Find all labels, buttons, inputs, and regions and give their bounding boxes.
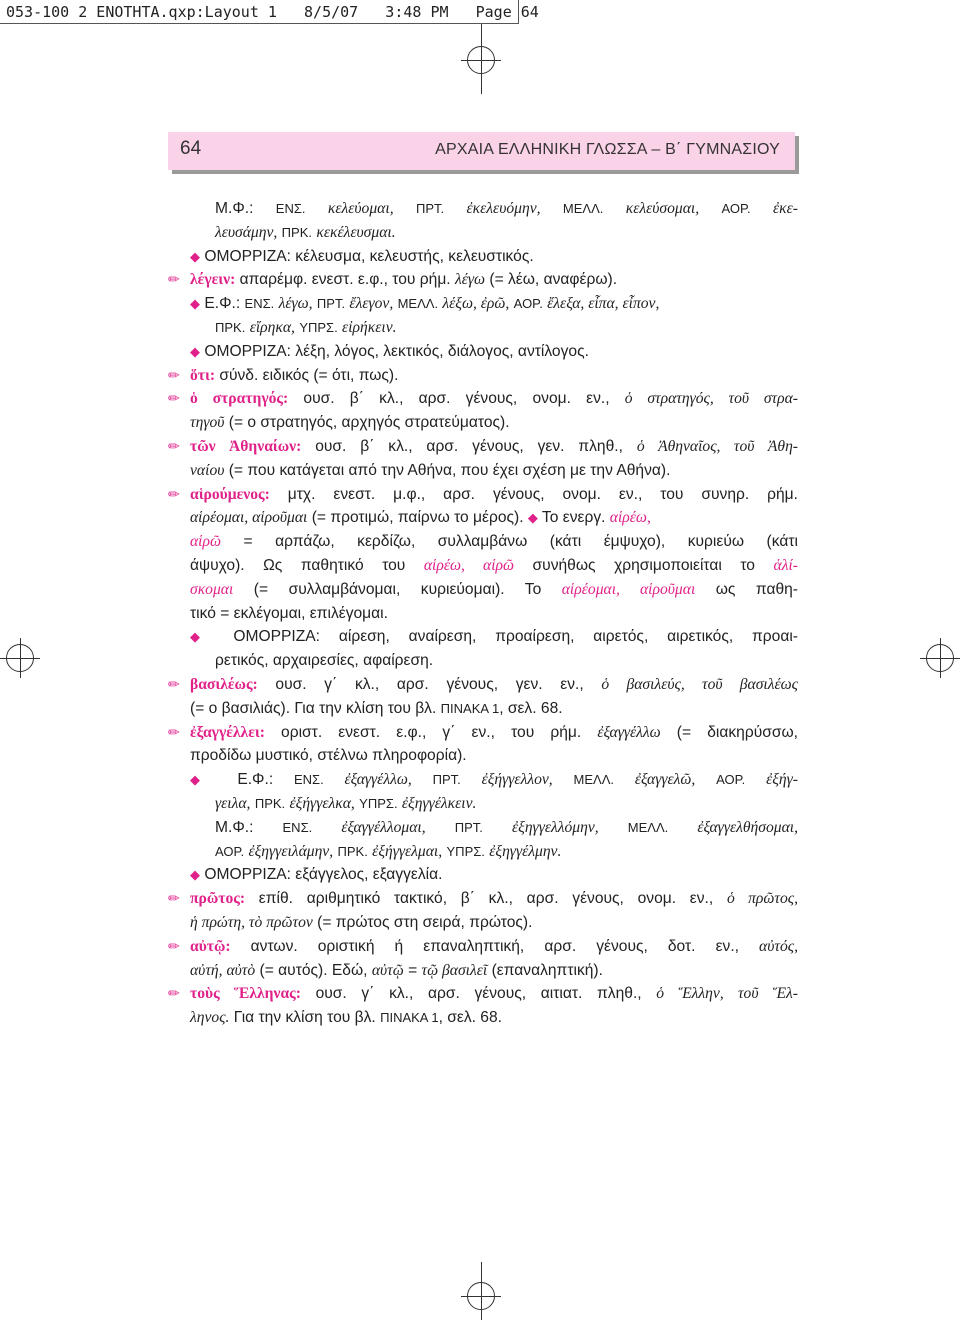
- text-run: [614, 771, 635, 788]
- pencil-icon: ✏: [168, 675, 180, 692]
- text-run: [553, 771, 574, 788]
- diamond-bullet-icon: ◆: [190, 343, 200, 359]
- text-run: ρετικός, αρχαιρεσίες, αφαίρεση.: [215, 652, 434, 670]
- text-run: ως παθη-: [695, 580, 799, 598]
- text-run: [461, 771, 482, 788]
- text-line: [168, 221, 798, 245]
- text-run: (= προτιμώ, παίρνω το μέρος).: [307, 509, 528, 527]
- text-run: ουσ. β΄ κλ., αρσ. γένους, γεν. πληθ.,: [301, 437, 637, 455]
- text-line: [168, 578, 798, 602]
- ancient-greek-form: τηγοῦ: [190, 414, 225, 432]
- ancient-greek-form: ὁ Ἀθηναῖος, τοῦ Ἀθη-: [636, 437, 798, 455]
- entry-line: [168, 673, 798, 697]
- pencil-icon: ✏: [168, 366, 180, 383]
- grammar-abbreviation: ΠΡΚ.: [254, 795, 286, 811]
- voice-label: Μ.Φ.:: [215, 818, 254, 836]
- ancient-greek-form: ἐξήγγελμαι,: [372, 842, 443, 860]
- grammar-abbreviation: ΜΕΛΛ.: [397, 296, 439, 312]
- text-line: [168, 1006, 798, 1030]
- grammar-abbreviation: ΜΕΛΛ.: [562, 201, 604, 216]
- grammar-abbreviation: ΥΠΡΣ.: [299, 319, 338, 335]
- text-run: [253, 819, 282, 836]
- grammar-abbreviation: ΕΝΣ.: [275, 201, 306, 216]
- lemma-term: τοὺς Ἕλληνας:: [190, 985, 301, 1003]
- header-title: ΑΡΧΑΙΑ ΕΛΛΗΝΙΚΗ ΓΛΩΣΣΑ – Β΄ ΓΥΜΝΑΣΙΟΥ: [435, 141, 780, 158]
- diamond-bullet-icon: ◆: [190, 867, 200, 883]
- ancient-greek-form: ἔλεξα, εἶπα, εἶπον,: [547, 295, 660, 313]
- text-run: μτχ. ενεστ. μ.φ., αρσ. γένους, ονομ. εν., του συνηρ. ρήμ.: [269, 485, 798, 503]
- ancient-greek-form: ἁλί-: [773, 556, 798, 574]
- text-run: αντων. οριστική ή επαναληπτική, αρσ. γένους, δοτ. εν.,: [230, 937, 760, 955]
- grammar-abbreviation: ΕΝΣ.: [282, 819, 313, 835]
- diamond-bullet-icon: ◆: [190, 629, 215, 645]
- entry-line: [168, 721, 798, 745]
- ancient-greek-form: αὐτῷ: [371, 961, 404, 979]
- text-run: ουσ. γ΄ κλ., αρσ. γένους, αιτιατ. πληθ.,: [300, 985, 657, 1003]
- grammar-abbreviation: ΠΡΤ.: [454, 819, 483, 835]
- ancient-greek-form: αἱρέομαι, αἱροῦμαι: [561, 580, 696, 598]
- text-run: (= αυτός). Εδώ,: [255, 961, 372, 979]
- grammar-abbreviation: ΠΙΝΑΚΑ 1: [380, 1010, 439, 1026]
- ancient-greek-form: ἐξηγγέλμην.: [489, 842, 562, 860]
- grammar-abbreviation: ΑΟΡ.: [716, 772, 746, 788]
- grammar-abbreviation: ΠΡΤ.: [415, 201, 445, 216]
- grammar-abbreviation: ΕΝΣ.: [293, 772, 324, 788]
- text-run: [483, 819, 512, 836]
- text-run: ουσ. γ΄ κλ., αρσ. γένους, γεν. εν.,: [257, 675, 602, 693]
- grammar-abbreviation: ΠΡΚ.: [337, 843, 368, 859]
- text-run: = αρπάζω, κερδίζω, συλλαμβάνω (κάτι έμψυχο), κυριεύω (κάτι: [221, 533, 798, 551]
- ancient-greek-form: ἐξαγγέλλω,: [344, 771, 412, 789]
- text-line: [168, 316, 798, 340]
- text-run: (= λέω, αναφέρω).: [485, 271, 618, 289]
- lemma-term: αἱρούμενος:: [190, 485, 270, 503]
- text-run: , σελ. 68.: [499, 699, 563, 717]
- pencil-icon: ✏: [168, 723, 180, 740]
- pencil-icon: ✏: [168, 485, 180, 502]
- text-line: [168, 602, 798, 626]
- text-run: [394, 200, 416, 217]
- text-line: [168, 506, 798, 530]
- text-run: ΟΜΟΡΡΙΖΑ: λέξη, λόγος, λεκτικός, διάλογος, αντίλογος.: [200, 342, 589, 360]
- text-run: (= ο βασιλιάς). Για την κλίση του βλ.: [190, 699, 441, 717]
- text-run: (= ο στρατηγός, αρχηγός στρατεύματος).: [224, 414, 510, 432]
- text-run: [541, 200, 563, 217]
- page-number: 64: [180, 138, 202, 159]
- ancient-greek-form: ἐξήγγελλον,: [481, 771, 553, 789]
- lemma-term: αὐτῷ:: [190, 937, 231, 955]
- text-line: [168, 340, 798, 364]
- text-run: , σελ. 68.: [438, 1009, 502, 1027]
- grammar-abbreviation: ΠΡΚ.: [215, 319, 246, 335]
- text-run: [668, 819, 697, 836]
- pencil-icon: ✏: [168, 890, 180, 907]
- text-line: [168, 744, 798, 768]
- text-run: [412, 771, 433, 788]
- text-run: [444, 200, 466, 217]
- pencil-icon: ✏: [168, 271, 180, 288]
- lemma-term: ὁ στρατηγός:: [190, 390, 289, 408]
- grammar-abbreviation: ΜΕΛΛ.: [627, 819, 669, 835]
- text-line: [168, 768, 798, 792]
- entry-line: [168, 268, 798, 292]
- text-run: (= που κατάγεται από την Αθήνα, που έχει σχέση με την Αθήνα).: [224, 461, 671, 479]
- ancient-greek-form: ἐκελευόμην,: [466, 200, 541, 217]
- pencil-icon: ✏: [168, 437, 180, 454]
- ancient-greek-form: αὐτός,: [759, 937, 798, 955]
- ancient-greek-form: ἐξαγγέλλομαι,: [341, 818, 426, 836]
- lemma-term: πρῶτος:: [190, 890, 246, 908]
- ancient-greek-form: αἱρέω,: [609, 509, 651, 527]
- ancient-greek-form: αἱρῶ: [190, 533, 222, 551]
- text-run: ΟΜΟΡΡΙΖΑ: εξάγγελος, εξαγγελία.: [200, 866, 443, 884]
- page-header: [168, 132, 795, 170]
- text-line: [168, 245, 798, 269]
- ancient-greek-form: λέξω, ἐρῶ,: [442, 295, 510, 313]
- text-line: [168, 197, 798, 221]
- ancient-greek-form: ληνος.: [190, 1009, 230, 1027]
- ancient-greek-form: ἐξαγγέλλω: [597, 723, 661, 741]
- ancient-greek-form: τῷ βασιλεῖ: [421, 961, 488, 979]
- diamond-bullet-icon: ◆: [190, 248, 200, 264]
- lemma-term: ὅτι:: [190, 366, 216, 384]
- text-run: [312, 819, 341, 836]
- glossary-content: [168, 197, 798, 1030]
- text-run: προδίδω μυστικό, στέλνω πληροφορία).: [190, 747, 467, 765]
- diamond-bullet-icon: ◆: [190, 296, 200, 312]
- pencil-icon: ✏: [168, 390, 180, 407]
- grammar-abbreviation: ΥΠΡΣ.: [446, 843, 485, 859]
- ancient-greek-form: εἴρηκα,: [249, 318, 295, 336]
- ancient-greek-form: αἱρέω, αἱρῶ: [423, 556, 515, 574]
- text-run: συνήθως χρησιμοποιείται το: [514, 556, 774, 574]
- entry-line: [168, 887, 798, 911]
- text-run: [751, 200, 773, 217]
- text-run: [745, 771, 766, 788]
- registration-mark-right: [926, 644, 954, 672]
- grammar-abbreviation: ΠΙΝΑΚΑ 1: [440, 700, 500, 716]
- text-run: [695, 771, 716, 788]
- text-run: Για την κλίση του βλ.: [229, 1009, 381, 1027]
- ancient-greek-form: ἐξήγ-: [766, 771, 798, 789]
- ancient-greek-form: ἐξαγγελῶ,: [634, 771, 696, 789]
- ancient-greek-form: κεκέλευσμαι.: [316, 223, 396, 241]
- grammar-abbreviation: ΠΡΤ.: [432, 772, 461, 788]
- entry-line: [168, 387, 798, 411]
- text-run: επίθ. αριθμητικό τακτικό, β΄ κλ., αρσ. γένους, ονομ. εν.,: [245, 890, 727, 908]
- ancient-greek-form: λευσάμην,: [215, 223, 278, 241]
- text-run: οριστ. ενεστ. ε.φ., γ΄ εν., του ρήμ.: [264, 723, 598, 741]
- grammar-abbreviation: ΕΝΣ.: [244, 296, 275, 312]
- text-line: [168, 530, 798, 554]
- registration-mark-top: [467, 46, 495, 74]
- lemma-term: λέγειν:: [190, 271, 236, 289]
- entry-line: [168, 935, 798, 959]
- ancient-greek-form: ἐξηγγέλκειν.: [401, 794, 477, 812]
- text-run: [603, 200, 625, 217]
- text-run: (= συλλαμβάνομαι, κυριεύομαι). Το: [233, 580, 562, 598]
- text-run: [599, 819, 628, 836]
- text-run: τικό = εκλέγομαι, επιλέγομαι.: [190, 604, 388, 622]
- text-run: απαρέμφ. ενεστ. ε.φ., του ρήμ.: [235, 271, 455, 289]
- ancient-greek-form: κελεύομαι,: [327, 200, 394, 217]
- text-run: σύνδ. ειδικός (= ότι, πως).: [215, 366, 399, 384]
- text-run: [216, 771, 237, 788]
- ancient-greek-form: σκομαι: [190, 580, 234, 598]
- text-run: (= διακηρύσσω,: [660, 723, 798, 741]
- entry-line: [168, 483, 798, 507]
- text-run: [324, 771, 345, 788]
- grammar-abbreviation: ΜΕΛΛ.: [573, 772, 615, 788]
- text-line: [168, 959, 798, 983]
- text-run: ΟΜΟΡΡΙΖΑ: αίρεση, αναίρεση, προαίρεση, αιρετός, αιρετικός, προαι-: [214, 628, 798, 646]
- lemma-term: τῶν Ἀθηναίων:: [190, 437, 302, 455]
- ancient-greek-form: ὁ βασιλεύς, τοῦ βασιλέως: [601, 675, 798, 693]
- text-run: ουσ. β΄ κλ., αρσ. γένους, ονομ. εν.,: [288, 390, 625, 408]
- text-line: [168, 792, 798, 816]
- pencil-icon: ✏: [168, 937, 180, 954]
- text-line: [168, 911, 798, 935]
- voice-label: Μ.Φ.:: [215, 200, 254, 217]
- text-run: [273, 771, 294, 788]
- text-line: [168, 292, 798, 316]
- ancient-greek-form: ἔλεγον,: [349, 295, 394, 313]
- text-line: [168, 863, 798, 887]
- voice-label: Ε.Φ.:: [204, 295, 241, 313]
- ancient-greek-form: ἐξαγγελθήσομαι,: [697, 818, 798, 836]
- ancient-greek-form: ἐξηγγελλόμην,: [512, 818, 599, 836]
- registration-mark-left: [6, 644, 34, 672]
- text-run: [426, 819, 455, 836]
- print-slug: 053-100 2 ENOTHTA.qxp:Layout 1 8/5/07 3:48 PM Page 64: [0, 0, 519, 24]
- text-run: (= πρώτος στη σειρά, πρώτος).: [312, 913, 533, 931]
- ancient-greek-form: εἰρήκειν.: [342, 318, 397, 336]
- entry-line: [168, 982, 798, 1006]
- text-run: άψυχο). Ως παθητικό του: [190, 556, 424, 574]
- ancient-greek-form: ὁ στρατηγός, τοῦ στρα-: [624, 390, 799, 408]
- ancient-greek-form: λέγω: [454, 271, 486, 289]
- grammar-abbreviation: ΥΠΡΣ.: [359, 795, 398, 811]
- text-line: [168, 697, 798, 721]
- diamond-bullet-icon: ◆: [190, 772, 217, 788]
- ancient-greek-form: ἐξήγγελκα,: [289, 794, 355, 812]
- ancient-greek-form: γειλα,: [215, 794, 251, 812]
- diamond-bullet-icon: ◆: [527, 510, 538, 526]
- text-run: Το ενεργ.: [537, 509, 610, 527]
- text-run: [306, 200, 328, 217]
- text-run: [699, 200, 721, 217]
- ancient-greek-form: ἡ πρώτη, τὸ πρῶτον: [190, 913, 313, 931]
- ancient-greek-form: ἐκε-: [773, 200, 798, 217]
- ancient-greek-form: ὁ πρῶτος,: [726, 890, 799, 908]
- lemma-term: βασιλέως:: [190, 675, 258, 693]
- grammar-abbreviation: ΑΟΡ.: [721, 201, 751, 216]
- ancient-greek-form: ἐξηγγειλάμην,: [248, 842, 334, 860]
- text-line: [168, 459, 798, 483]
- voice-label: Ε.Φ.:: [237, 771, 274, 789]
- grammar-abbreviation: ΑΟΡ.: [215, 843, 245, 859]
- ancient-greek-form: αὐτή, αὐτὸ: [190, 961, 256, 979]
- ancient-greek-form: ναίου: [190, 461, 225, 479]
- entry-line: [168, 435, 798, 459]
- text-line: [168, 816, 798, 840]
- ancient-greek-form: λέγω,: [278, 295, 313, 313]
- text-line: [168, 554, 798, 578]
- ancient-greek-form: κελεύσομαι,: [625, 200, 700, 217]
- text-run: ΟΜΟΡΡΙΖΑ: κέλευσμα, κελευστής, κελευστικός.: [200, 247, 534, 265]
- registration-mark-bottom: [467, 1282, 495, 1310]
- grammar-abbreviation: ΠΡΚ.: [281, 224, 313, 240]
- text-line: [168, 649, 798, 673]
- ancient-greek-form: ὁ Ἕλλην, τοῦ Ἕλ-: [656, 985, 798, 1003]
- pencil-icon: ✏: [168, 985, 180, 1002]
- lemma-term: ἐξαγγέλλει:: [190, 723, 265, 741]
- ancient-greek-form: αἱρέομαι, αἱροῦμαι: [190, 509, 308, 527]
- text-run: =: [403, 961, 422, 979]
- text-run: (επαναληπτική).: [487, 961, 603, 979]
- grammar-abbreviation: ΑΟΡ.: [513, 296, 543, 312]
- text-line: [168, 625, 798, 649]
- entry-line: [168, 364, 798, 388]
- text-line: [168, 411, 798, 435]
- text-line: [168, 840, 798, 864]
- text-run: [253, 200, 275, 217]
- grammar-abbreviation: ΠΡΤ.: [316, 296, 346, 312]
